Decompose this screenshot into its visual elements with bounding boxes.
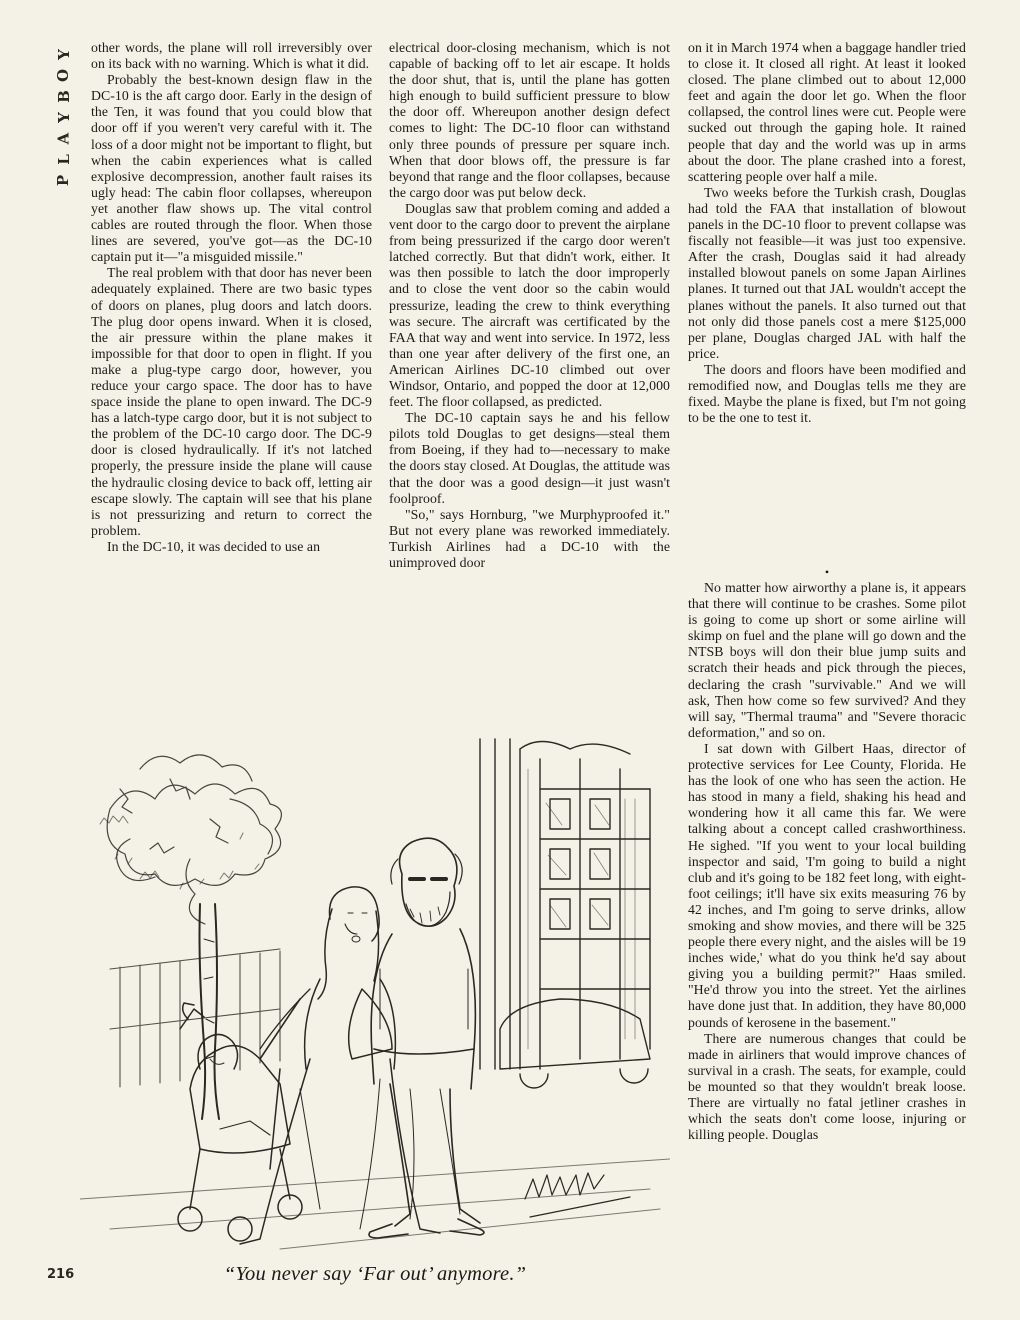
magazine-name-letter: Y — [54, 49, 73, 60]
article-column-3-continued — [688, 565, 966, 1143]
article-paragraph: In the DC-10, it was decided to use an — [107, 538, 321, 554]
article-paragraph: I sat down with Gilbert Haas, director of protective services for Lee County, Florida. He has the look of one who has seen the action. He has stood in many a field, shaking his head and wondering how it all came this far. We were talking about a concept called crashworthiness. He sighed. "If you went to your local building inspector and said, 'I'm going to build a night club and it's going to be 182 feet long, with eight-foot ceilings; it'll have six exits measuring 76 by 42 inches, and I'm going to serve drinks, allow smoking and show movies, and there will be 325 people there every night, and the aisles will be 19 inches wide,' what do you think he'd say about giving you a building permit?" Haas smiled. "He'd throw you into the street. Yet the airlines have done just that. In addition, they have 80,000 pounds of kerosene in the basement." — [688, 740, 966, 1030]
fence — [110, 949, 280, 1087]
article-paragraph: "So," says Hornburg, "we Murphyproofed it." But not every plane was reworked immediately. Turkish Airlines had a DC-10 with the unimproved door — [389, 506, 670, 570]
cartoon-illustration — [80, 729, 670, 1259]
article-paragraph: Douglas saw that problem coming and added a vent door to the cargo door to prevent the airplane from being pressurized if the cargo door weren't latched correctly. But that didn't work, either. It was then possible to latch the door improperly and to close the vent door so the cabin would pressurize, leading the crew to think everything was secure. The aircraft was certificated by the FAA that way and went into service. In 1972, less than one year after delivery of the first one, an American Airlines DC-10 climbed out over Windsor, Ontario, and popped the door at 12,000 feet. The floor collapsed, as predicted. — [389, 200, 670, 410]
section-break-bullet: • — [824, 565, 830, 579]
article-paragraph: Two weeks before the Turkish crash, Douglas had told the FAA that installation of blowout panels in the DC-10 floor to prevent collapse was fiscally not feasible—it was just too expensive. After the crash, Douglas said it had already installed blowout panels on some Japan Airlines planes. It turned out that JAL wouldn't accept the planes without the panels. It also turned out that not only did those panels cost a mere $125,000 per plane, Douglas charged JAL with half the price. — [688, 184, 966, 361]
magazine-name-letter: A — [54, 132, 73, 145]
article-paragraph: Probably the best-known design flaw in the DC-10 is the aft cargo door. Early in the design of the Ten, it was found that you could blow that door off if you weren't very careful with it. The loss of a door might not be important to flight, but when the cabin experiences what is called explosive decompression, another fault raises its ugly head: The cabin floor collapses, whereupon yet another flaw shows up. The vital control cables are routed through the floor. When those lines are severed, you've got—as the DC-10 captain put it—"a misguided missile." — [91, 72, 372, 265]
article-paragraph: other words, the plane will roll irreversibly over on its back with no warning. Which is what it did. — [91, 40, 372, 72]
page-number: 216 — [47, 1267, 75, 1282]
magazine-name-letter: Y — [54, 112, 73, 123]
article-column-2 — [389, 40, 670, 571]
magazine-name-letter: P — [54, 174, 73, 187]
article-paragraph: electrical door-closing mechanism, which is not capable of backing off to let air escape. It holds the door shut, that is, until the plane has gotten high enough to build sufficient pressure to blow the door off. Whereupon another design defect comes to light: The DC-10 floor can withstand only three pounds of pressure per square inch. When that door blows off, the pressure is far beyond that range and the floor collapses, because the cargo door was put below deck. — [389, 40, 670, 200]
article-column-3 — [688, 40, 966, 426]
article-paragraph: on it in March 1974 when a baggage handler tried to close it. It closed all right. At least it looked closed. The plane climbed out to about 12,000 feet and again the door let go. When the floor collapsed, the control lines were cut. People were sucked out through the gaping hole. It rained people that day and the world was up in arms about the door. The plane crashed into a forest, scattering people over half a mile. — [688, 40, 966, 184]
article-paragraph: No matter how airworthy a plane is, it appears that there will continue to be crashes. Some pilot is going to come up short or some airline will skimp on fuel and the plane will go down and the NTSB boys will don their blue jump suits and scratch their heads and pick through the pieces, declaring the crash "survivable." And we will ask, Then how come so few survived? And they will say, "Thermal trauma" and "Severe thoracic deformation," and so on. — [688, 580, 966, 740]
magazine-name-letter: B — [54, 90, 73, 103]
article-paragraph: The real problem with that door has never been adequately explained. There are two basic types of doors on planes, plug doors and latch doors. The plug door opens inward. When it is closed, the air pressure within the plane makes it impossible for that door to open in flight. If you make a plug-type cargo door, however, you reduce your cargo space. The door has to have space inside the plane to open inward. The DC-9 has a latch-type cargo door, but it is not subject to the problem of the DC-10 cargo door. The DC-9 door is closed hydraulically. If it's not latched properly, the pressure inside the plane will cause the hydraulic closing device to back off, letting air escape slowly. The captain will see that his plane is not pressurizing and return to correct the problem. — [91, 265, 372, 538]
article-paragraph: The doors and floors have been modified and remodified now, and Douglas tells me they are fixed. Maybe the plane is fixed, but I'm not going to be the one to test it. — [688, 361, 966, 426]
article-column-1 — [91, 40, 372, 555]
woman-figure — [240, 887, 440, 1244]
magazine-name-letter: L — [54, 154, 73, 165]
cartoon-caption: “You never say ‘Far out’ anymore.” — [223, 1263, 527, 1285]
artist-signature — [525, 1173, 630, 1217]
parked-car — [500, 999, 650, 1088]
tree-trunk — [200, 904, 220, 1119]
magazine-name-vertical — [54, 44, 74, 191]
article-paragraph: There are numerous changes that could be made in airliners that would improve chances of survival in a crash. The seats, for example, could be mounted so that they wouldn't break loose. There are virtually no fatal jetliner crashes in which the seats don't come loose, injuring or killing people. Douglas — [688, 1030, 966, 1143]
shoulder-bag — [349, 989, 392, 1059]
tree-foliage — [107, 755, 281, 924]
magazine-name-letter: O — [54, 68, 73, 83]
article-paragraph: The DC-10 captain says he and his fellow pilots told Douglas to get designs—steal them from Boeing, if they had to—necessary to make the doors stay closed. At Douglas, the attitude was that the door was a good design—it just wasn't foolproof. — [389, 410, 670, 506]
